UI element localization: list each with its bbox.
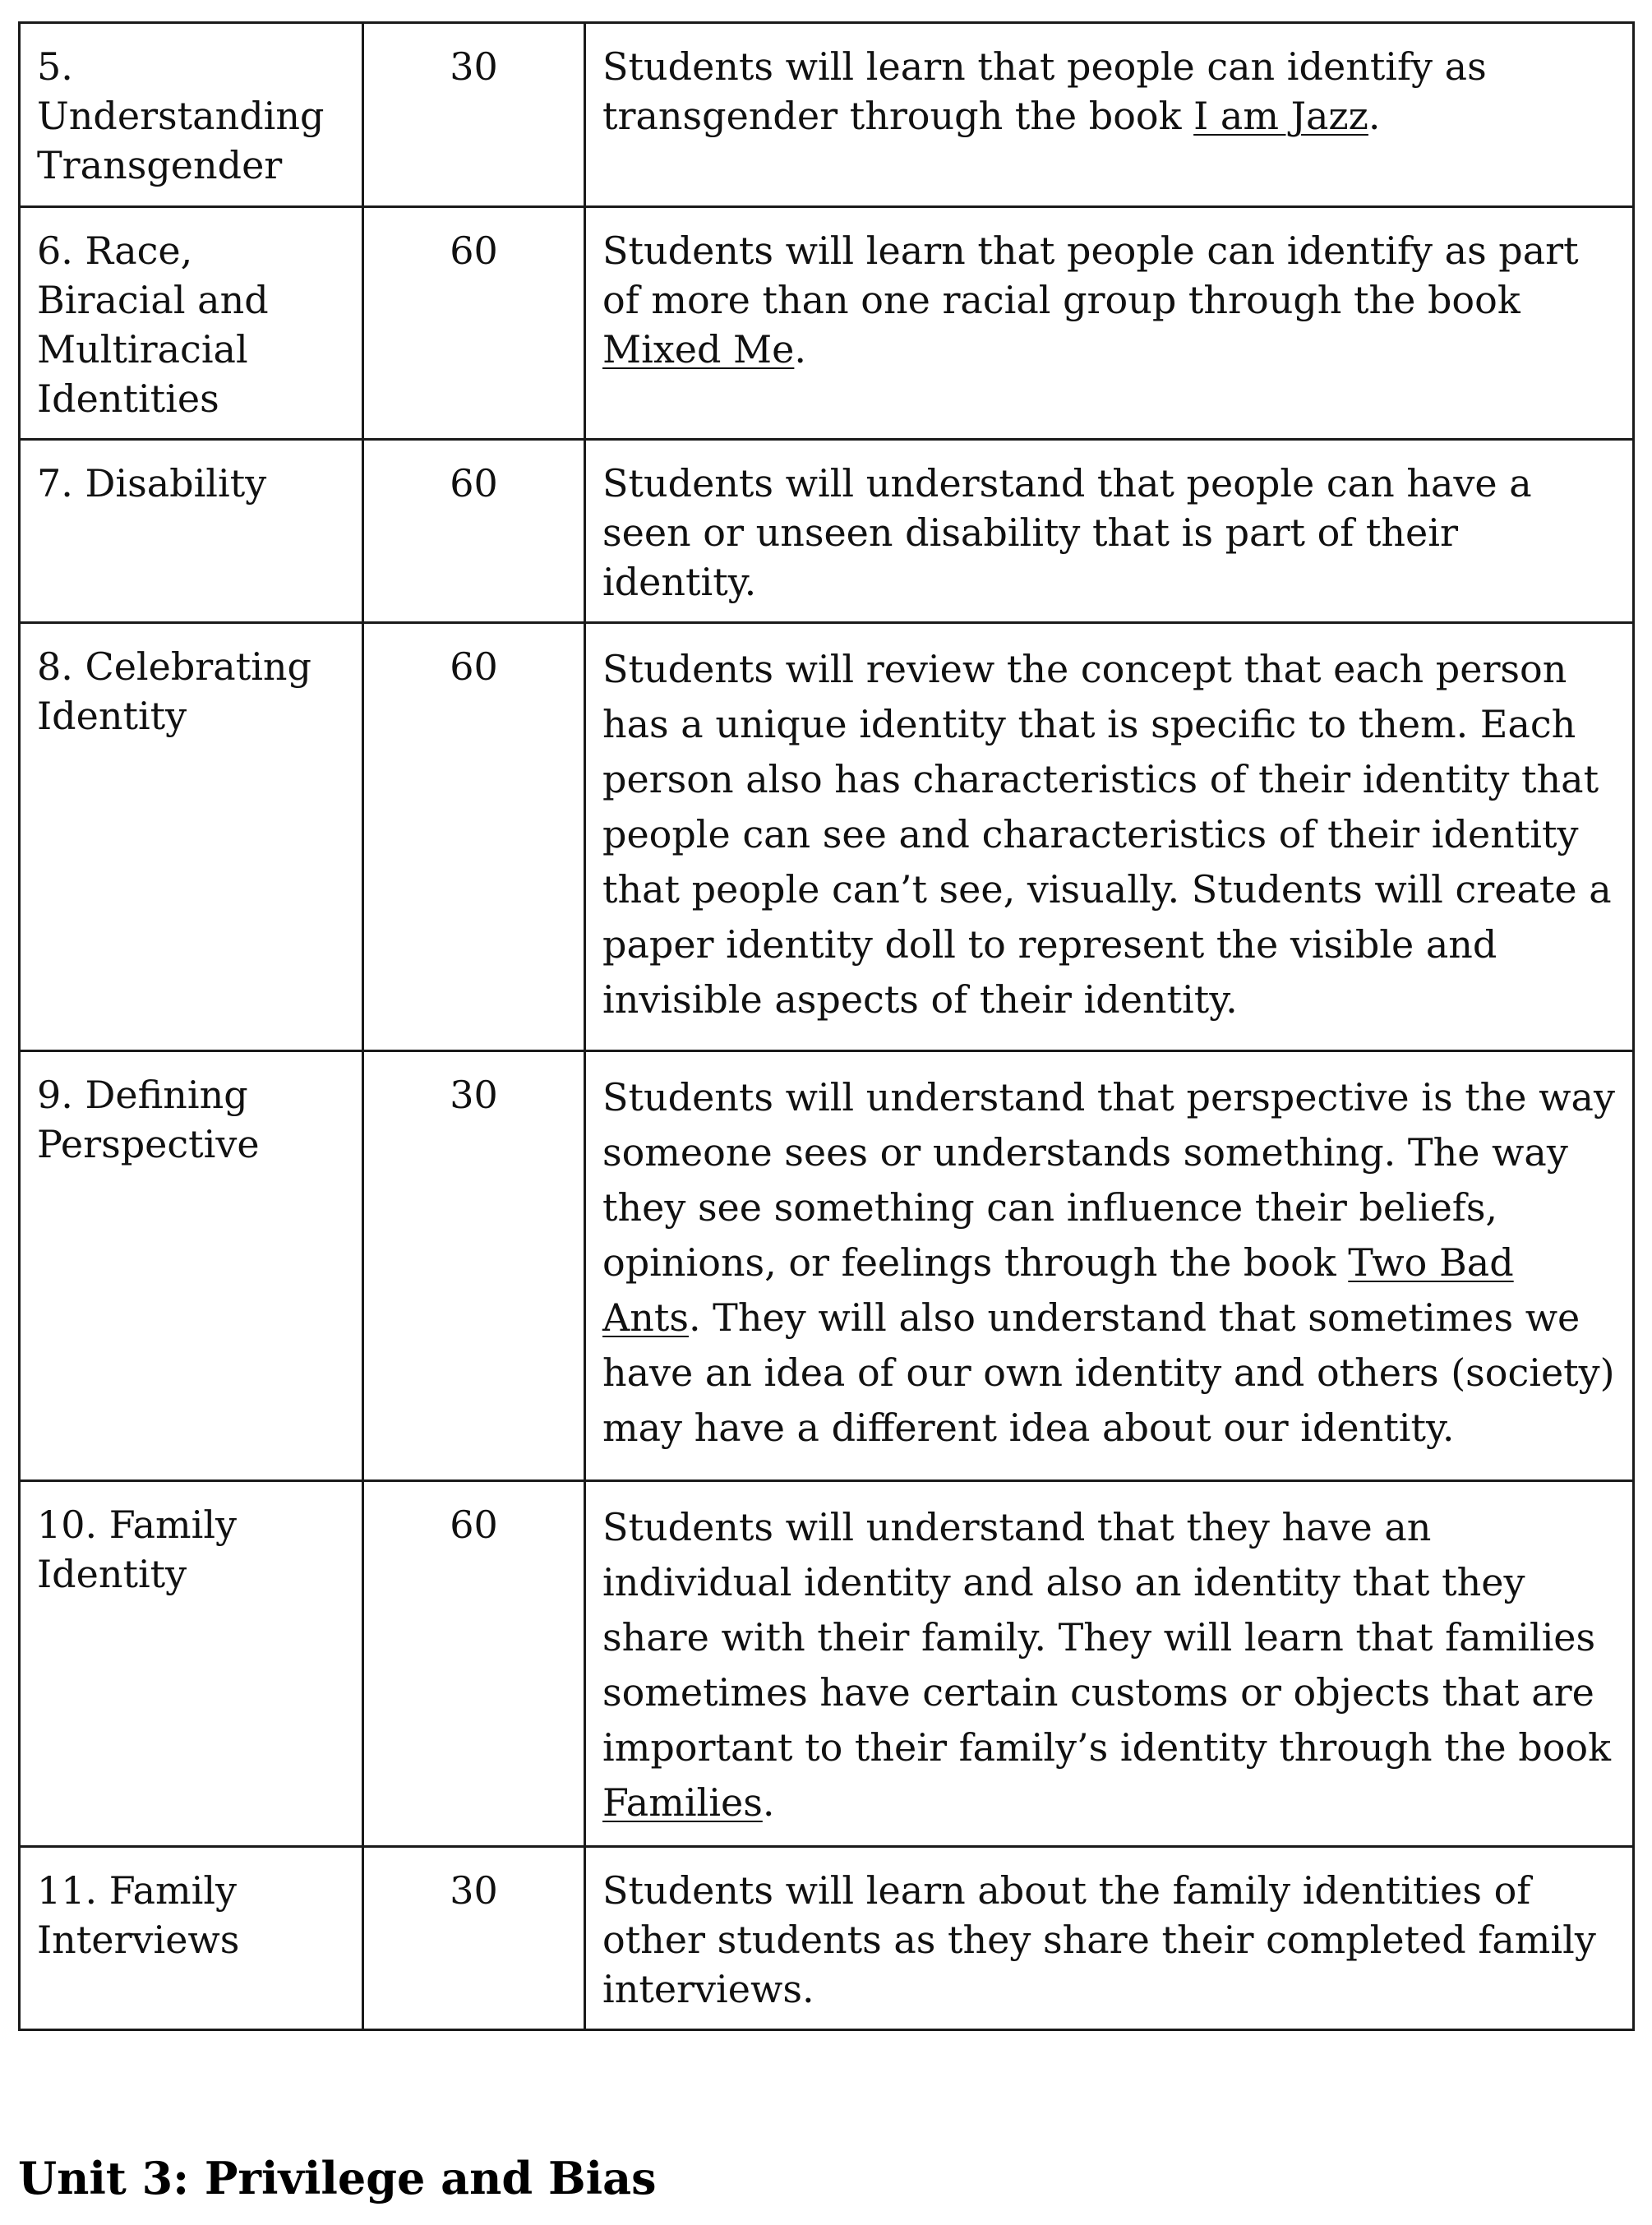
unit-heading: Unit 3: Privilege and Bias xyxy=(18,2152,657,2204)
lesson-minutes: 60 xyxy=(363,440,585,623)
lesson-minutes: 30 xyxy=(363,1051,585,1481)
table-row xyxy=(20,23,1634,207)
book-title: Families xyxy=(602,1780,763,1825)
lesson-minutes: 60 xyxy=(363,1481,585,1847)
lesson-minutes: 30 xyxy=(363,1847,585,2030)
table-row xyxy=(20,1481,1634,1847)
table-row xyxy=(20,623,1634,1051)
description-text: Students will learn about the family identities of other students as they share their completed family interviews. xyxy=(602,1868,1596,2011)
lesson-title: 11. Family Interviews xyxy=(20,1847,363,2030)
lesson-title: 6. Race, Biracial and Multiracial Identities xyxy=(20,207,363,440)
lesson-minutes: 30 xyxy=(363,23,585,207)
description-text: . They will also understand that sometimes we have an idea of our own identity and others (society) may have a different idea about our identity. xyxy=(602,1295,1615,1450)
description-text: . xyxy=(794,327,806,372)
lesson-minutes: 60 xyxy=(363,207,585,440)
book-title: Mixed Me xyxy=(602,327,795,372)
description-text: . xyxy=(762,1780,775,1825)
lesson-description xyxy=(585,207,1634,440)
book-title: I am Jazz xyxy=(1193,94,1368,138)
lesson-title: 9. Defining Perspective xyxy=(20,1051,363,1481)
description-text: . xyxy=(1368,94,1381,138)
lesson-description xyxy=(585,23,1634,207)
lesson-description xyxy=(585,1847,1634,2030)
book-title: Two Bad Ants xyxy=(602,1240,1514,1340)
table-row xyxy=(20,1051,1634,1481)
table-row xyxy=(20,207,1634,440)
lesson-description xyxy=(585,1051,1634,1481)
description-text: Students will understand that perspective is the way someone sees or understands something. The way they see something can influence their beliefs, opinions, or feelings through the book xyxy=(602,1075,1615,1285)
lesson-table xyxy=(18,21,1635,2031)
table-row xyxy=(20,440,1634,623)
description-text: Students will understand that people can have a seen or unseen disability that is part of their identity. xyxy=(602,461,1532,604)
lesson-description xyxy=(585,1481,1634,1847)
description-text: Students will understand that they have an individual identity and also an identity that they share with their family. They will learn that families sometimes have certain customs or objects that are important to their family’s identity through the book xyxy=(602,1505,1611,1770)
description-text: Students will review the concept that each person has a unique identity that is specific to them. Each person also has characteristics of their identity that people can see and characteristics of their identity that people can’t see, visually. Students will create a paper identity doll to represent the visible and invisible aspects of their identity. xyxy=(602,647,1612,1022)
lesson-title: 10. Family Identity xyxy=(20,1481,363,1847)
lesson-title: 7. Disability xyxy=(20,440,363,623)
table-row xyxy=(20,1847,1634,2030)
lesson-title: 5. Understanding Transgender xyxy=(20,23,363,207)
lesson-description xyxy=(585,623,1634,1051)
description-text: Students will learn that people can identify as transgender through the book xyxy=(602,44,1487,138)
lesson-title: 8. Celebrating Identity xyxy=(20,623,363,1051)
lesson-description xyxy=(585,440,1634,623)
description-text: Students will learn that people can identify as part of more than one racial group through the book xyxy=(602,229,1579,322)
lesson-minutes: 60 xyxy=(363,623,585,1051)
